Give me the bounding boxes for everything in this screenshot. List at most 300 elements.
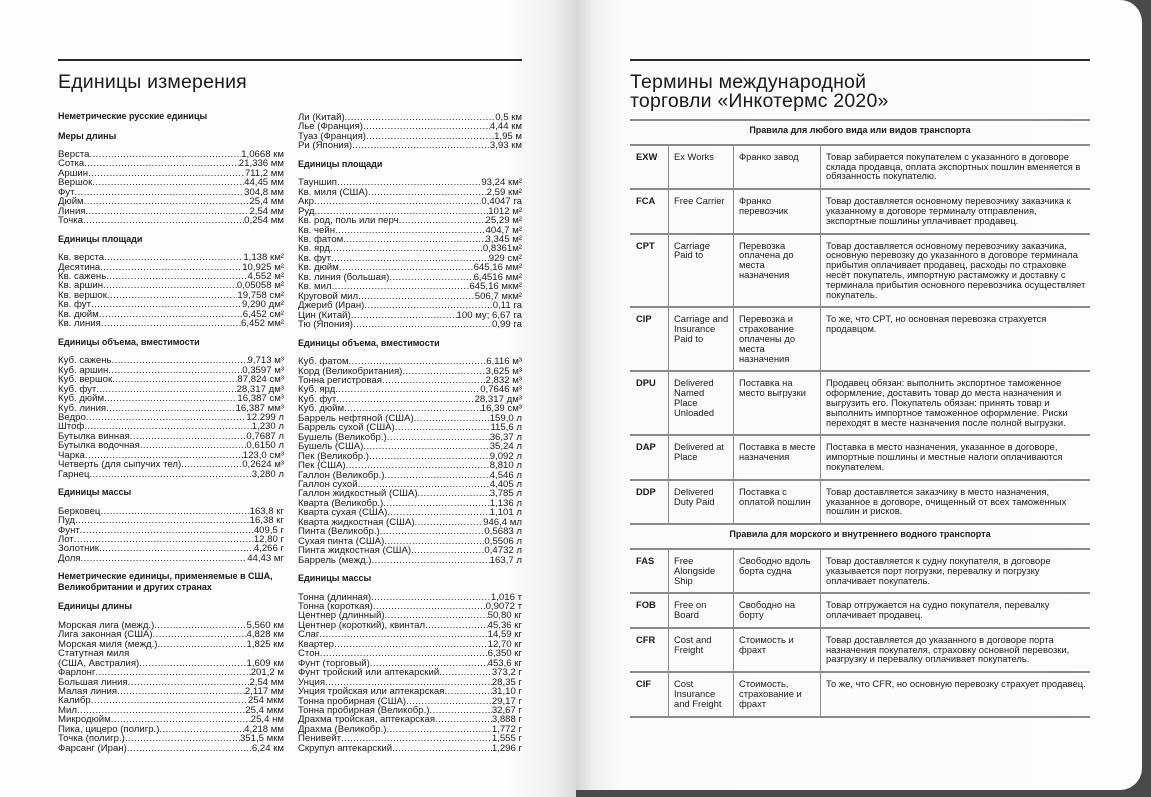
unit-value: 1,555 г bbox=[491, 734, 522, 744]
unit-value: 100 му; 6,67 га bbox=[456, 310, 522, 321]
term-english: Free on Board bbox=[668, 594, 733, 627]
unit-value: 123,0 см³ bbox=[242, 450, 284, 461]
unit-row bbox=[58, 197, 284, 206]
term-russian: Поставка в месте назначения bbox=[733, 436, 820, 478]
unit-row bbox=[58, 678, 284, 687]
dot-leader bbox=[369, 452, 490, 461]
unit-value: 19,758 см² bbox=[237, 290, 284, 301]
dot-leader bbox=[341, 734, 492, 743]
unit-value: 373,2 г bbox=[491, 668, 522, 678]
unit-name: Золотник bbox=[58, 544, 99, 554]
unit-value: 8,810 л bbox=[489, 461, 522, 471]
unit-row bbox=[58, 649, 284, 658]
unit-row bbox=[298, 282, 522, 291]
term-english: Free Alongside Ship bbox=[668, 550, 733, 592]
dot-leader bbox=[96, 385, 236, 394]
unit-row bbox=[298, 273, 522, 282]
unit-name: Пенивейт bbox=[298, 734, 341, 744]
unit-row bbox=[298, 320, 522, 329]
unit-name: Галлон жидкостный (США) bbox=[298, 489, 418, 499]
unit-row bbox=[58, 535, 284, 544]
unit-row bbox=[298, 518, 522, 527]
dot-leader bbox=[336, 395, 474, 404]
unit-row bbox=[298, 188, 522, 197]
section-heading: Единицы объема, вместимости bbox=[298, 337, 440, 348]
units-column-2 bbox=[298, 113, 522, 753]
unit-value: 0,8361м² bbox=[482, 244, 522, 254]
dot-leader bbox=[80, 526, 254, 535]
dot-leader bbox=[343, 235, 485, 244]
unit-value: 409,5 г bbox=[253, 525, 284, 535]
unit-value: 6,350 кг bbox=[487, 649, 522, 659]
dot-leader bbox=[380, 527, 485, 536]
unit-name: Кв. фатом bbox=[298, 235, 344, 245]
section-heading: Меры длины bbox=[58, 130, 117, 141]
unit-row bbox=[58, 706, 284, 715]
unit-name: Малая линия bbox=[58, 687, 118, 697]
term-description: Товар доставляется до указанного в договоре порта назначения покупателя, страховку основной перевозки, разгрузку и перевалку оплачивает покупатель. bbox=[820, 629, 1090, 671]
unit-name: Микродюйм bbox=[58, 715, 111, 725]
unit-row bbox=[58, 630, 284, 639]
term-russian: Стоимость, страхование и фрахт bbox=[733, 673, 820, 715]
unit-row bbox=[58, 169, 284, 178]
unit-row bbox=[58, 668, 284, 677]
unit-name: Слаг bbox=[298, 630, 320, 640]
unit-name: Тонна (короткая) bbox=[298, 601, 373, 612]
dot-leader bbox=[106, 272, 247, 281]
unit-name: Драхма (Великобр.) bbox=[298, 724, 387, 735]
unit-value: 35,24 л bbox=[489, 442, 522, 452]
unit-row bbox=[298, 433, 522, 442]
unit-value: 645,16 мкм² bbox=[469, 282, 522, 292]
dot-leader bbox=[95, 668, 250, 677]
unit-value: 1,230 л bbox=[251, 422, 284, 432]
unit-name: Корд (Великобритания) bbox=[298, 366, 403, 376]
unit-name: Кв. вершок bbox=[58, 290, 107, 301]
dot-leader bbox=[344, 404, 481, 413]
incoterm-row bbox=[630, 627, 1090, 671]
unit-value: 6,452 мм² bbox=[240, 319, 284, 329]
dot-leader bbox=[181, 460, 242, 469]
unit-row bbox=[58, 507, 284, 516]
dot-leader bbox=[111, 715, 251, 724]
dot-leader bbox=[373, 602, 486, 611]
dot-leader bbox=[384, 537, 484, 546]
unit-name: Баррель нефтяной (США) bbox=[298, 413, 414, 424]
unit-name: Ри (Япония) bbox=[298, 141, 353, 151]
unit-name: Линия bbox=[58, 206, 86, 217]
dot-leader bbox=[371, 556, 489, 565]
dot-leader bbox=[363, 442, 489, 451]
dot-leader bbox=[439, 668, 492, 677]
unit-value: 25,29 м² bbox=[485, 216, 522, 226]
dot-leader bbox=[349, 357, 487, 366]
unit-value: 21,336 мм bbox=[238, 159, 284, 169]
dot-leader bbox=[334, 640, 488, 649]
unit-name: Фут bbox=[58, 187, 75, 198]
table-bottom-rule bbox=[630, 716, 1090, 718]
page-title: Единицы измерения bbox=[58, 71, 247, 93]
incoterm-row bbox=[630, 671, 1090, 715]
unit-name: Акр bbox=[298, 197, 314, 207]
unit-name: Фунт bbox=[58, 525, 80, 535]
dot-leader bbox=[368, 188, 487, 197]
incoterm-row bbox=[630, 548, 1090, 592]
unit-row bbox=[298, 725, 522, 734]
term-russian: Свободно вдоль борта судна bbox=[733, 550, 820, 592]
unit-value: 16,38 кг bbox=[249, 516, 284, 526]
unit-name: Руд bbox=[298, 206, 315, 217]
unit-name: Ведро bbox=[58, 412, 86, 423]
dot-leader bbox=[84, 159, 239, 168]
dot-leader bbox=[104, 253, 243, 262]
term-code: CFR bbox=[636, 633, 656, 645]
dot-leader bbox=[383, 499, 489, 508]
page-title-line-1: Термины международной bbox=[630, 71, 867, 93]
dot-leader bbox=[77, 706, 245, 715]
dot-leader bbox=[364, 301, 492, 310]
unit-name: Куб. ярд bbox=[298, 385, 336, 395]
unit-name: Джериб (Иран) bbox=[298, 301, 365, 311]
unit-name: Центнер (длинный) bbox=[298, 611, 385, 621]
unit-value: 645,16 мм² bbox=[473, 263, 522, 273]
dot-leader bbox=[395, 423, 491, 432]
dot-leader bbox=[75, 516, 250, 525]
unit-name: Вершок bbox=[58, 178, 93, 188]
dot-leader bbox=[363, 122, 490, 131]
unit-name: Куб. дюйм bbox=[298, 404, 345, 414]
unit-row bbox=[298, 122, 522, 131]
unit-name: Берковец bbox=[58, 506, 101, 517]
unit-row bbox=[298, 113, 522, 122]
dot-leader bbox=[140, 441, 247, 450]
unit-row bbox=[58, 715, 284, 724]
term-code: EXW bbox=[636, 150, 658, 162]
unit-name: Цин (Китай) bbox=[298, 310, 351, 321]
dot-leader bbox=[385, 471, 490, 480]
unit-value: 16,387 мм³ bbox=[235, 403, 284, 413]
unit-value: 25,4 мкм bbox=[245, 705, 284, 716]
unit-name: Куб. фут bbox=[58, 384, 97, 395]
top-rule bbox=[630, 59, 1090, 61]
section-heading: Единицы длины bbox=[58, 601, 133, 612]
unit-name: Фарсанг (Иран) bbox=[58, 743, 127, 754]
unit-name: Галлон (Великобр.) bbox=[298, 470, 385, 480]
unit-name: Куб. вершок bbox=[58, 375, 113, 385]
incoterm-row bbox=[630, 233, 1090, 307]
unit-value: 304,8 мм bbox=[244, 187, 284, 198]
dot-leader bbox=[86, 413, 247, 422]
section-heading: Единицы объема, вместимости bbox=[58, 336, 200, 347]
unit-value: 44,45 мм bbox=[244, 178, 284, 188]
unit-value: 1,95 м bbox=[494, 131, 522, 142]
unit-value: 163,7 л bbox=[489, 555, 522, 566]
unit-name: Кв. верста bbox=[58, 253, 105, 263]
unit-row bbox=[298, 668, 522, 677]
unit-row bbox=[298, 235, 522, 244]
unit-value: 1,296 г bbox=[491, 743, 522, 754]
unit-name: Куб. аршин bbox=[58, 365, 109, 376]
unit-row bbox=[58, 460, 284, 469]
unit-value: 0,4047 га bbox=[481, 197, 522, 207]
unit-value: 10,925 м² bbox=[242, 262, 284, 273]
unit-value: 4,405 л bbox=[489, 479, 522, 490]
unit-value: 12,80 г bbox=[253, 535, 284, 545]
unit-row bbox=[298, 226, 522, 235]
term-description: Продавец обязан: выполнить экспортное таможенное оформление, доставить товар до места назначения и выгрузить его. Покупатель обязан: принять товар и выполнить импортное таможенное оформление. Риски переходят в месте назначения после полной выгрузки. bbox=[820, 372, 1090, 434]
dot-leader bbox=[74, 535, 254, 544]
term-english: Ex Works bbox=[668, 146, 733, 188]
unit-name: Верста bbox=[58, 150, 90, 160]
term-english: Free Carrier bbox=[668, 190, 733, 232]
unit-name: Тонна регистровая bbox=[298, 375, 382, 386]
unit-row bbox=[58, 394, 284, 403]
unit-row bbox=[58, 687, 284, 696]
dot-leader bbox=[382, 376, 486, 385]
unit-value: 2,54 мм bbox=[249, 206, 284, 217]
incoterm-row bbox=[630, 144, 1090, 188]
term-russian: Свободно на борту bbox=[733, 594, 820, 627]
unit-row bbox=[298, 706, 522, 715]
dot-leader bbox=[85, 451, 243, 460]
dot-leader bbox=[81, 554, 248, 563]
dot-leader bbox=[366, 132, 494, 141]
unit-row bbox=[298, 659, 522, 668]
unit-row bbox=[298, 254, 522, 263]
unit-name: Пинта жидкостная (США) bbox=[298, 546, 412, 556]
unit-name: Пинта (Великобр.) bbox=[298, 527, 380, 537]
unit-row bbox=[298, 715, 522, 724]
unit-value: 6,24 км bbox=[251, 743, 284, 754]
term-description: Товар доставляется к судну покупателя, в договоре указывается порт погрузки, перевалку и погрузку оплачивает покупатель. bbox=[820, 550, 1090, 592]
unit-value: 9,092 л bbox=[489, 451, 522, 462]
dot-leader bbox=[99, 310, 243, 319]
unit-row bbox=[298, 649, 522, 658]
term-russian: Перевозка оплачена до места назначения bbox=[733, 235, 820, 307]
unit-row bbox=[298, 527, 522, 536]
dot-leader bbox=[392, 744, 492, 753]
term-english: Delivered at Place bbox=[668, 436, 733, 478]
unit-value: 6,4516 мм² bbox=[473, 272, 522, 283]
unit-row bbox=[58, 300, 284, 309]
unit-value: 3,888 г bbox=[491, 715, 522, 725]
unit-name: Гарнец bbox=[58, 469, 90, 480]
unit-row bbox=[298, 537, 522, 546]
dot-leader bbox=[337, 178, 481, 187]
unit-name: Аршин bbox=[58, 168, 89, 179]
incoterm-row bbox=[630, 188, 1090, 232]
unit-value: 0,5 км bbox=[495, 113, 522, 123]
unit-value: 0,4732 л bbox=[484, 546, 522, 556]
unit-value: 201,2 м bbox=[250, 668, 284, 678]
unit-row bbox=[58, 319, 284, 328]
dot-leader bbox=[346, 461, 490, 470]
unit-row bbox=[298, 423, 522, 432]
unit-row bbox=[58, 526, 284, 535]
unit-name: Кв. мил bbox=[298, 282, 332, 292]
unit-row bbox=[298, 744, 522, 753]
unit-value: 453,6 кг bbox=[487, 658, 522, 669]
dot-leader bbox=[88, 169, 245, 178]
unit-row bbox=[58, 744, 284, 753]
dot-leader bbox=[415, 518, 484, 527]
unit-value: 93,24 км² bbox=[481, 178, 522, 188]
unit-name: Морская миля (межд.) bbox=[58, 639, 158, 650]
dot-leader bbox=[112, 375, 237, 384]
unit-row bbox=[58, 554, 284, 563]
dot-leader bbox=[153, 630, 247, 639]
dot-leader bbox=[430, 706, 492, 715]
units-column-1 bbox=[58, 111, 284, 753]
term-code: FCA bbox=[636, 195, 656, 207]
term-russian: Перевозка и страхование оплачены до места назначения bbox=[733, 308, 820, 370]
unit-value: 0,254 мм bbox=[244, 216, 284, 226]
dot-leader bbox=[339, 263, 474, 272]
unit-row bbox=[298, 452, 522, 461]
right-page bbox=[576, 0, 1142, 790]
dot-leader bbox=[75, 188, 245, 197]
unit-row bbox=[298, 263, 522, 272]
unit-value: 0,7646 м³ bbox=[480, 385, 522, 395]
unit-row bbox=[58, 263, 284, 272]
unit-value: 0,5506 л bbox=[484, 536, 522, 547]
unit-row bbox=[58, 640, 284, 649]
dot-leader bbox=[159, 725, 244, 734]
dot-leader bbox=[92, 178, 244, 187]
unit-row bbox=[58, 659, 284, 668]
unit-name: Кв. дюйм bbox=[298, 263, 339, 273]
unit-value: 159,0 л bbox=[489, 413, 522, 424]
unit-value: 163,8 кг bbox=[249, 506, 284, 517]
unit-value: 254 мкм bbox=[247, 696, 284, 706]
dot-leader bbox=[127, 744, 252, 753]
dot-leader bbox=[371, 593, 491, 602]
unit-name: Стон bbox=[298, 649, 320, 659]
unit-name: Унция тройская или аптекарская bbox=[298, 687, 445, 697]
dot-leader bbox=[91, 696, 248, 705]
unit-name: Фарлонг bbox=[58, 668, 96, 678]
term-description: То же, что CFR, но основную перевозку страхует продавец. bbox=[820, 673, 1090, 715]
unit-value: 0,6150 л bbox=[246, 441, 284, 451]
unit-row bbox=[58, 216, 284, 225]
dot-leader bbox=[314, 197, 481, 206]
unit-name: Туаз (Франция) bbox=[298, 131, 367, 142]
section-heading: Неметрические единицы, применяемые в США, Великобритании и других странах bbox=[58, 571, 273, 592]
dot-leader bbox=[130, 432, 247, 441]
term-code: FOB bbox=[636, 599, 656, 611]
dot-leader bbox=[399, 216, 486, 225]
term-english: Delivered Named Place Unloaded bbox=[668, 372, 733, 434]
incoterm-row bbox=[630, 306, 1090, 370]
unit-name: Куб. фатом bbox=[298, 357, 349, 367]
dot-leader bbox=[335, 226, 486, 235]
unit-value: 4,546 л bbox=[489, 470, 522, 480]
dot-leader bbox=[100, 507, 249, 516]
unit-name: Унция bbox=[298, 677, 326, 688]
dot-leader bbox=[100, 263, 242, 272]
unit-name: Тю (Япония) bbox=[298, 320, 353, 330]
dot-leader bbox=[385, 611, 488, 620]
dot-leader bbox=[91, 300, 242, 309]
term-description: Товар доставляется основному перевозчику заказчика к указанному в договоре терминалу отправления, экспортные пошлины уплачивает продавец. bbox=[820, 190, 1090, 232]
term-code: FAS bbox=[636, 554, 655, 566]
dot-leader bbox=[331, 254, 489, 263]
unit-value: 946,4 мл bbox=[483, 517, 522, 528]
dot-leader bbox=[444, 687, 491, 696]
unit-row bbox=[298, 442, 522, 451]
dot-leader bbox=[84, 422, 251, 431]
unit-name: Пуд bbox=[58, 516, 75, 526]
dot-leader bbox=[314, 207, 488, 216]
unit-row bbox=[298, 697, 522, 706]
unit-name: Баррель (межд.) bbox=[298, 555, 372, 566]
top-rule bbox=[58, 59, 522, 61]
dot-leader bbox=[154, 621, 246, 630]
unit-value: 14,59 кг bbox=[487, 630, 522, 640]
dot-leader bbox=[90, 150, 242, 159]
unit-row bbox=[298, 593, 522, 602]
unit-row bbox=[298, 611, 522, 620]
unit-value: 1,825 км bbox=[246, 639, 284, 650]
unit-row bbox=[58, 725, 284, 734]
unit-value: 3,625 м³ bbox=[485, 366, 522, 376]
unit-name: Галлон сухой bbox=[298, 479, 358, 490]
unit-row bbox=[298, 207, 522, 216]
unit-row bbox=[298, 621, 522, 630]
unit-row bbox=[298, 687, 522, 696]
unit-row bbox=[298, 556, 522, 565]
term-english: Carriage Paid to bbox=[668, 235, 733, 307]
dot-leader bbox=[104, 394, 237, 403]
page-title-line-2: торговли «Инкотермс 2020» bbox=[630, 90, 889, 112]
unit-name: Кв. ярд bbox=[298, 244, 330, 254]
dot-leader bbox=[84, 197, 250, 206]
unit-name: Кв. аршин bbox=[58, 281, 104, 291]
dot-leader bbox=[353, 320, 492, 329]
unit-value: 506,7 мкм² bbox=[474, 291, 522, 302]
dot-leader bbox=[387, 433, 490, 442]
unit-value: 36,37 л bbox=[489, 432, 522, 443]
unit-name: Сотка bbox=[58, 159, 85, 169]
unit-name: Фунт тройский или аптекарский bbox=[298, 668, 440, 678]
term-code: CPT bbox=[636, 239, 655, 251]
incoterm-row bbox=[630, 479, 1090, 523]
unit-value: 28,317 дм³ bbox=[474, 394, 522, 405]
dot-leader bbox=[352, 141, 490, 150]
unit-name: Бушель (США) bbox=[298, 442, 364, 452]
unit-row bbox=[298, 178, 522, 187]
unit-value: 0,7687 л bbox=[246, 431, 284, 442]
term-description: Товар доставляется заказчику в место назначения, указанное в договоре, очищенный от всех таможенных пошлин и рисков. bbox=[820, 481, 1090, 523]
term-code: CIP bbox=[636, 313, 652, 325]
unit-name: Тонна пробирная (США) bbox=[298, 696, 407, 706]
unit-name: Баррель сухой (США) bbox=[298, 423, 395, 433]
unit-value: 3,280 л bbox=[251, 469, 284, 480]
dot-leader bbox=[117, 687, 245, 696]
term-russian: Франко завод bbox=[733, 146, 820, 188]
dot-leader bbox=[99, 544, 254, 553]
dot-leader bbox=[106, 404, 235, 413]
unit-row bbox=[58, 272, 284, 281]
unit-name: Кв. линия bbox=[58, 319, 101, 329]
unit-row bbox=[58, 385, 284, 394]
unit-name: Бутылка водочная bbox=[58, 441, 140, 451]
unit-name: Тауншип bbox=[298, 178, 338, 188]
unit-name: Куб. сажень bbox=[58, 356, 112, 366]
unit-row bbox=[298, 367, 522, 376]
unit-value: 0,99 га bbox=[492, 320, 522, 330]
unit-name: Статутная миля bbox=[58, 649, 130, 659]
